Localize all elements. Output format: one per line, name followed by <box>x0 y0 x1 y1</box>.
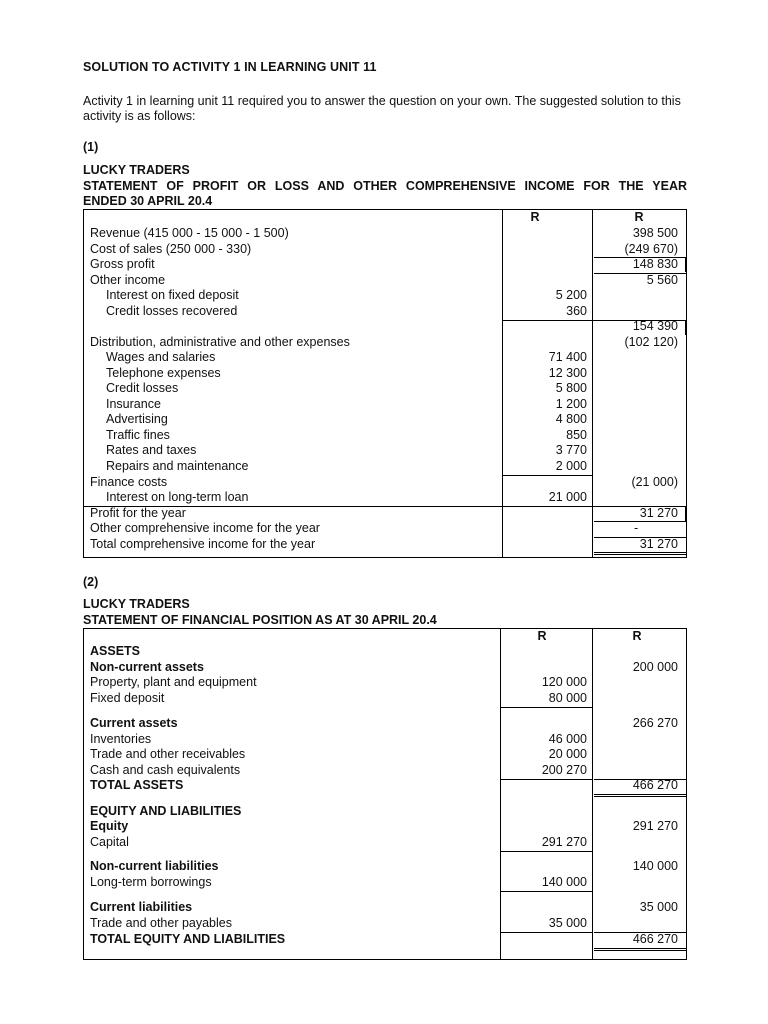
is-revenue-value: 398 500 <box>632 226 678 240</box>
is-cost-of-sales-value: (249 670) <box>624 241 678 256</box>
fp-capital-value: 291 270 <box>541 834 587 849</box>
is-wages-label: Wages and salaries <box>106 350 216 364</box>
section-1-title <box>83 163 687 210</box>
fp-nca-value: 200 000 <box>632 659 678 674</box>
is-credit-losses-value: 5 800 <box>555 381 587 395</box>
fp-fd-value: 80 000 <box>548 690 587 705</box>
is-distribution-value: (102 120) <box>624 334 678 349</box>
financial-position-table <box>83 628 687 960</box>
fp-eq-liab-label: EQUITY AND LIABILITIES <box>90 803 242 818</box>
is-credit-recovered-value: 360 <box>566 303 587 318</box>
page-heading: SOLUTION TO ACTIVITY 1 IN LEARNING UNIT 11 <box>83 60 377 74</box>
fp-ncl-label: Non-current liabilities <box>90 859 219 873</box>
is-insurance-label: Insurance <box>106 396 161 411</box>
section-1-number: (1) <box>83 140 99 154</box>
fp-receivables-label: Trade and other receivables <box>90 747 246 761</box>
is-profit-value: 31 270 <box>639 505 678 520</box>
fp-col1-header: R <box>537 629 547 643</box>
is-rates-value: 3 770 <box>555 443 587 457</box>
fp-payables-label: Trade and other payables <box>90 915 232 930</box>
is-other-income-value: 5 560 <box>646 272 678 287</box>
is-advertising-label: Advertising <box>106 412 168 426</box>
fp-cash-value: 200 270 <box>541 762 587 777</box>
fp-col2-header: R <box>632 629 642 643</box>
fp-total-eq-liab-value: 466 270 <box>632 931 678 946</box>
is-gross-profit-label: Gross profit <box>90 257 155 271</box>
is-oci-label: Other comprehensive income for the year <box>90 521 320 535</box>
is-subtotal-value: 154 390 <box>632 319 678 333</box>
section-1-title-line2: ENDED 30 APRIL 20.4 <box>83 194 213 208</box>
is-total-ci-value: 31 270 <box>639 536 678 551</box>
is-credit-recovered-label: Credit losses recovered <box>106 303 238 318</box>
intro-paragraph: Activity 1 in learning unit 11 required you to answer the question on your own. The suggested solution to this activity is as follows: <box>83 94 681 123</box>
section-1-title-line1: STATEMENT OF PROFIT OR LOSS AND OTHER COMPREHENSIVE INCOME FOR THE YEAR <box>83 178 687 193</box>
fp-equity-label: Equity <box>90 819 129 833</box>
fp-ncl-value: 140 000 <box>632 859 678 873</box>
section-2-number: (2) <box>83 575 99 589</box>
is-profit-label: Profit for the year <box>90 505 186 520</box>
fp-inventories-value: 46 000 <box>548 731 587 746</box>
is-oci-value: - <box>634 521 639 535</box>
is-rates-label: Rates and taxes <box>106 443 197 457</box>
is-finance-costs-label: Finance costs <box>90 474 168 489</box>
is-advertising-value: 4 800 <box>555 412 587 426</box>
is-revenue-label: Revenue (415 000 - 15 000 - 1 500) <box>90 226 289 240</box>
fp-total-eq-liab-label: TOTAL EQUITY AND LIABILITIES <box>90 931 286 946</box>
is-other-income-label: Other income <box>90 272 166 287</box>
fp-nca-label: Non-current assets <box>90 659 204 674</box>
is-gross-profit-value: 148 830 <box>632 257 678 271</box>
fp-cl-value: 35 000 <box>639 900 678 914</box>
fp-ppe-value: 120 000 <box>541 675 587 689</box>
fp-payables-value: 35 000 <box>548 915 587 930</box>
fp-capital-label: Capital <box>90 834 129 849</box>
is-repairs-label: Repairs and maintenance <box>106 458 249 473</box>
is-traffic-label: Traffic fines <box>106 427 170 442</box>
fp-lt-borrowings-value: 140 000 <box>541 874 587 889</box>
fp-fd-label: Fixed deposit <box>90 690 165 705</box>
is-interest-loan-value: 21 000 <box>548 490 587 504</box>
fp-lt-borrowings-label: Long-term borrowings <box>90 874 212 889</box>
is-cost-of-sales-label: Cost of sales (250 000 - 330) <box>90 241 252 256</box>
section-2-title <box>83 597 687 628</box>
is-col2-header: R <box>634 210 644 224</box>
is-traffic-value: 850 <box>566 427 587 442</box>
fp-cl-label: Current liabilities <box>90 900 193 914</box>
fp-inventories-label: Inventories <box>90 731 152 746</box>
is-finance-costs-value: (21 000) <box>631 474 678 489</box>
is-interest-fd-value: 5 200 <box>555 288 587 302</box>
fp-cash-label: Cash and cash equivalents <box>90 762 241 777</box>
income-statement-table <box>83 209 687 558</box>
section-2-title-line: STATEMENT OF FINANCIAL POSITION AS AT 30 APRIL 20.4 <box>83 612 437 627</box>
is-telephone-value: 12 300 <box>548 365 587 380</box>
fp-equity-value: 291 270 <box>632 819 678 833</box>
fp-ppe-label: Property, plant and equipment <box>90 675 257 689</box>
is-interest-loan-label: Interest on long-term loan <box>106 490 249 504</box>
section-2-company: LUCKY TRADERS <box>83 597 190 611</box>
is-total-ci-label: Total comprehensive income for the year <box>90 536 316 551</box>
is-credit-losses-label: Credit losses <box>106 381 179 395</box>
is-distribution-label: Distribution, administrative and other expenses <box>90 334 350 349</box>
is-telephone-label: Telephone expenses <box>106 365 221 380</box>
fp-total-assets-label: TOTAL ASSETS <box>90 778 184 792</box>
fp-ca-label: Current assets <box>90 716 178 730</box>
is-interest-fd-label: Interest on fixed deposit <box>106 288 239 302</box>
is-repairs-value: 2 000 <box>555 458 587 473</box>
is-wages-value: 71 400 <box>548 350 587 364</box>
is-col1-header: R <box>530 210 540 224</box>
is-insurance-value: 1 200 <box>555 396 587 411</box>
section-1-company: LUCKY TRADERS <box>83 163 190 177</box>
fp-total-assets-value: 466 270 <box>632 778 678 792</box>
fp-receivables-value: 20 000 <box>548 747 587 761</box>
fp-assets-label: ASSETS <box>90 644 141 658</box>
fp-ca-value: 266 270 <box>632 716 678 730</box>
